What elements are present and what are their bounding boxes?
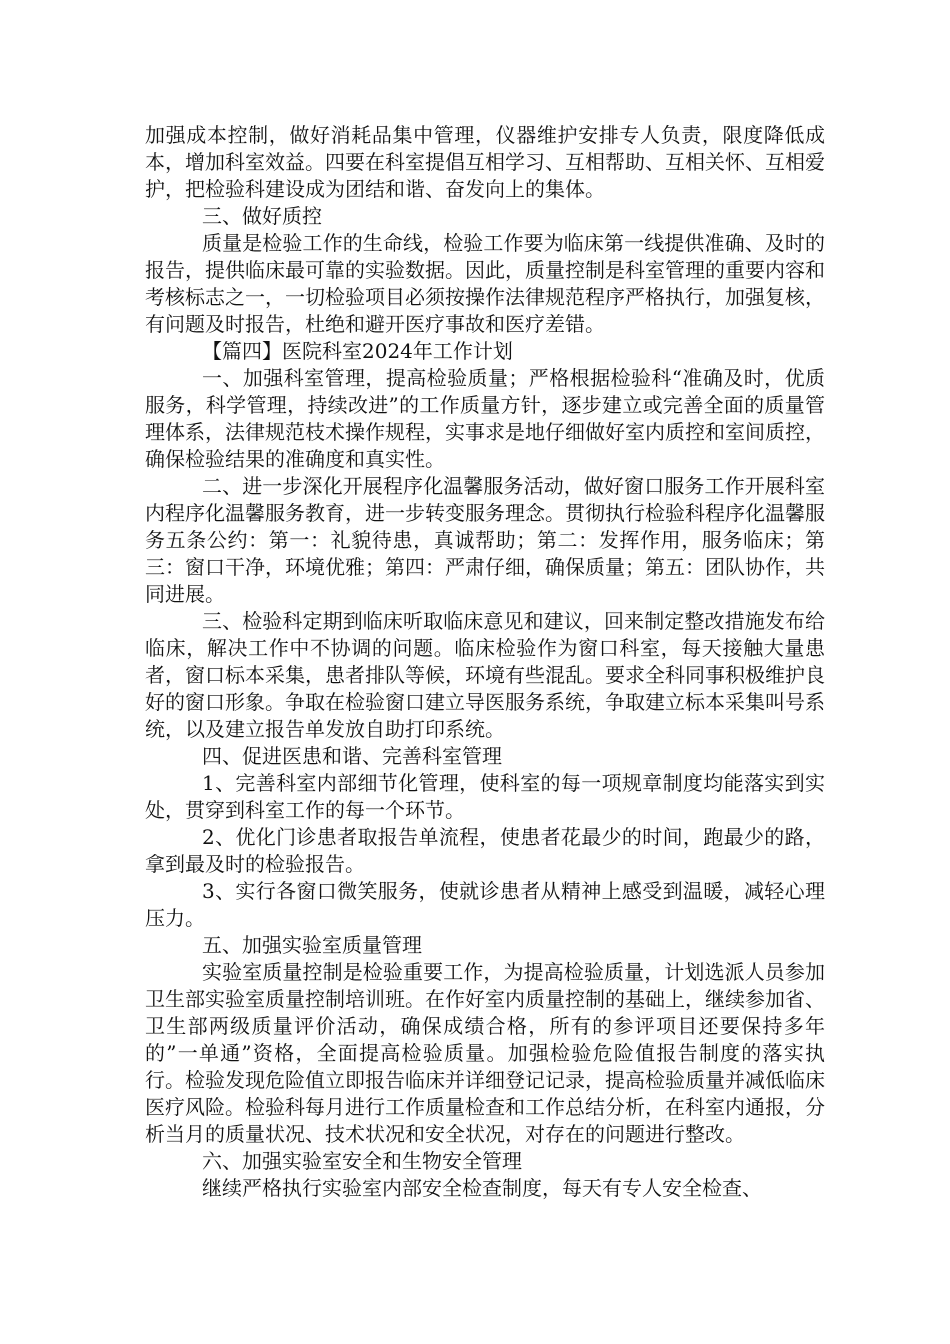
body-paragraph: 三、检验科定期到临床听取临床意见和建议，回来制定整改措施发布给临床，解决工作中不协调的问题。临床检验作为窗口科室，每天接触大量患者，窗口标本采集，患者排队等候，环境有些混乱。要求全科同事积极维护良好的窗口形象。争取在检验窗口建立导医服务系统，争取建立标本采集叫号系统，以及建立报告单发放自助打印系统。 bbox=[145, 609, 825, 741]
document-page bbox=[145, 122, 825, 1202]
body-paragraph: 质量是检验工作的生命线，检验工作要为临床第一线提供准确、及时的报告，提供临床最可靠的实验数据。因此，质量控制是科室管理的重要内容和考核标志之一，一切检验项目必须按操作法律规范程序严格执行，加强复核，有问题及时报告，杜绝和避开医疗事故和医疗差错。 bbox=[145, 231, 825, 336]
body-paragraph: 加强成本控制，做好消耗品集中管理，仪器维护安排专人负责，限度降低成本，增加科室效益。四要在科室提倡互相学习、互相帮助、互相关怀、互相爱护，把检验科建设成为团结和谐、奋发向上的集体。 bbox=[145, 123, 825, 201]
list-item: 2、优化门诊患者取报告单流程，使患者花最少的时间，跑最少的路，拿到最及时的检验报告。 bbox=[145, 825, 825, 876]
body-paragraph: 实验室质量控制是检验重要工作，为提高检验质量，计划选派人员参加卫生部实验室质量控制培训班。在作好室内质量控制的基础上，继续参加省、卫生部两级质量评价活动，确保成绩合格，所有的参评项目还要保持多年的”一单通”资格，全面提高检验质量。加强检验危险值报告制度的落实执行。检验发现危险值立即报告临床并详细登记记录，提高检验质量并减低临床医疗风险。检验科每月进行工作质量检查和工作总结分析，在科室内通报，分析当月的质量状况、技术状况和安全状况，对存在的问题进行整改。 bbox=[145, 960, 825, 1146]
section-heading: 六、加强实验室安全和生物安全管理 bbox=[202, 1149, 522, 1173]
article-title: 【篇四】医院科室2024年工作计划 bbox=[202, 339, 513, 363]
list-item: 1、完善科室内部细节化管理，使科室的每一项规章制度均能落实到实处，贯穿到科室工作的每一个环节。 bbox=[145, 771, 825, 822]
section-heading: 五、加强实验室质量管理 bbox=[202, 933, 422, 957]
section-heading: 三、做好质控 bbox=[202, 204, 322, 228]
section-heading: 四、促进医患和谐、完善科室管理 bbox=[202, 744, 502, 768]
list-item: 3、实行各窗口微笑服务，使就诊患者从精神上感受到温暖，减轻心理压力。 bbox=[145, 879, 825, 930]
body-paragraph: 一、加强科室管理，提高检验质量；严格根据检验科“准确及时，优质服务，科学管理，持续改进”的工作质量方针，逐步建立或完善全面的质量管理体系，法律规范枝术操作规程，实事求是地仔细做好室内质控和室间质控，确保检验结果的准确度和真实性。 bbox=[145, 366, 825, 471]
body-paragraph: 继续严格执行实验室内部安全检查制度，每天有专人安全检查、 bbox=[202, 1176, 762, 1200]
body-paragraph: 二、进一步深化开展程序化温馨服务活动，做好窗口服务工作开展科室内程序化温馨服务教育，进一步转变服务理念。贯彻执行检验科程序化温馨服务五条公约：第一：礼貌待患，真诚帮助；第二：发挥作用，服务临床；第三：窗口干净，环境优雅；第四：严肃仔细，确保质量；第五：团队协作，共同进展。 bbox=[145, 474, 825, 606]
